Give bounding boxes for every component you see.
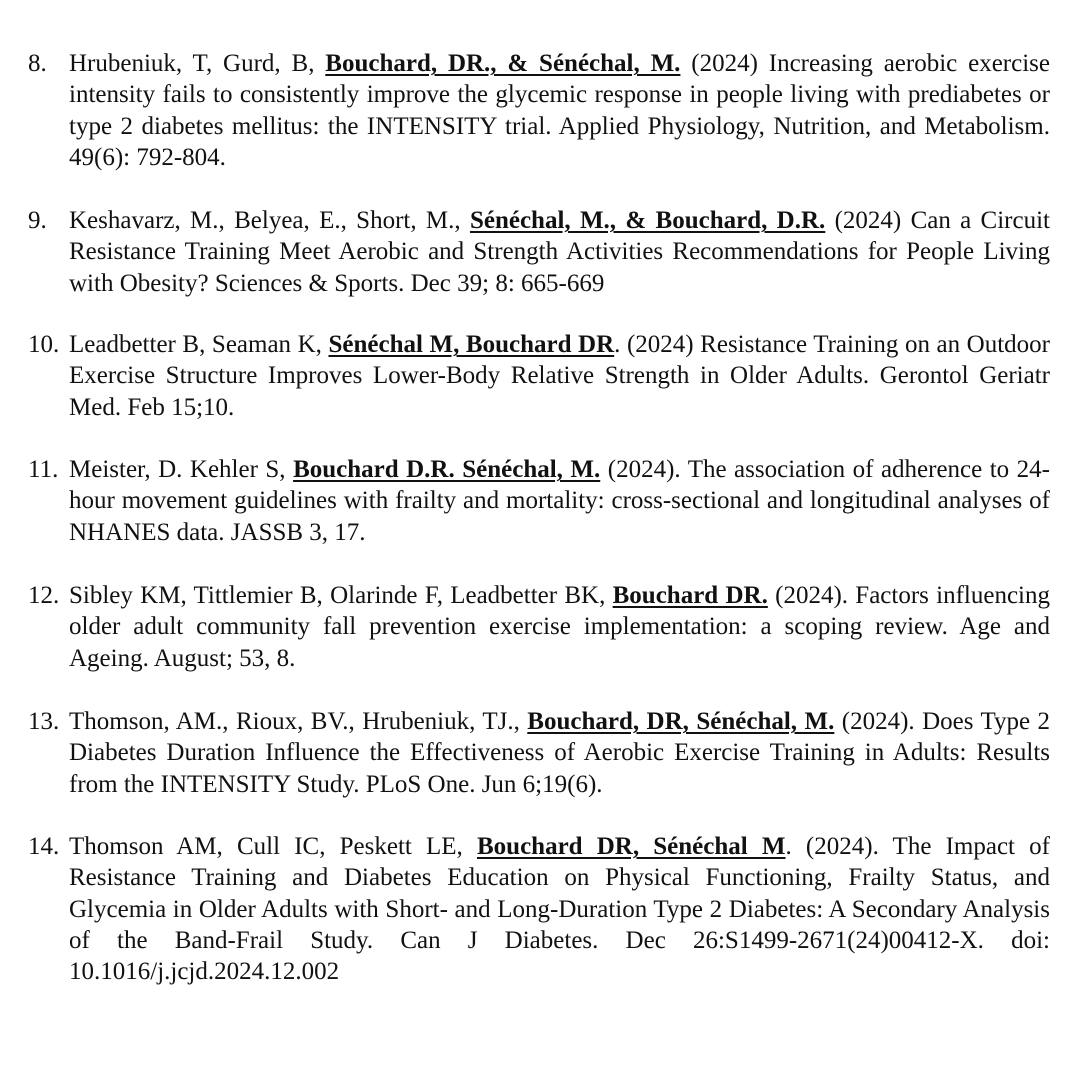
- reference-details: (2024). Does Type 2 Diabetes Duration Influence the Effectiveness of Aerobic Exercise Training in Adults: Results from the INTENSITY Study. PLoS One. Jun 6;19(6).: [69, 708, 1051, 798]
- reference-authors: Thomson AM, Cull IC, Peskett LE,: [69, 833, 477, 860]
- reference-number: 9.: [28, 207, 47, 234]
- reference-number: 10.: [28, 331, 60, 358]
- reference-details: . (2024) Resistance Training on an Outdoor Exercise Structure Improves Lower-Body Relative Strength in Older Adults. Gerontol Geriatr Med. Feb 15;10.: [69, 331, 1051, 421]
- reference-item: [28, 329, 1050, 423]
- reference-item: [28, 48, 1050, 173]
- highlighted-authors: Sénéchal, M., & Bouchard, D.R.: [469, 207, 826, 234]
- reference-list: [28, 0, 1050, 1080]
- reference-text: [69, 329, 1050, 423]
- reference-authors: Sibley KM, Tittlemier B, Olarinde F, Leadbetter BK,: [69, 582, 613, 609]
- highlighted-authors: Bouchard, DR., & Sénéchal, M.: [325, 50, 681, 77]
- reference-authors: Meister, D. Kehler S,: [69, 456, 294, 483]
- reference-authors: Keshavarz, M., Belyea, E., Short, M.,: [69, 207, 470, 234]
- reference-authors: Leadbetter B, Seaman K,: [69, 331, 329, 358]
- reference-item: [28, 831, 1050, 987]
- highlighted-authors: Sénéchal M, Bouchard DR: [328, 331, 615, 358]
- reference-text: [69, 205, 1050, 299]
- reference-text: [69, 454, 1050, 548]
- reference-text: [69, 706, 1050, 800]
- reference-authors: Thomson, AM., Rioux, BV., Hrubeniuk, TJ.,: [69, 708, 528, 735]
- reference-item: [28, 454, 1050, 548]
- reference-number: 12.: [28, 582, 60, 609]
- highlighted-authors: Bouchard D.R. Sénéchal, M.: [293, 456, 601, 483]
- highlighted-authors: Bouchard, DR, Sénéchal, M.: [527, 708, 835, 735]
- reference-item: [28, 706, 1050, 800]
- reference-item: [28, 580, 1050, 674]
- highlighted-authors: Bouchard DR.: [612, 582, 768, 609]
- reference-text: [69, 580, 1050, 674]
- reference-number: 8.: [28, 50, 47, 77]
- reference-details: (2024) Can a Circuit Resistance Training Meet Aerobic and Strength Activities Recommendations for People Living with Obesity? Sciences & Sports. Dec 39; 8: 665-669: [69, 207, 1050, 297]
- reference-number: 11.: [28, 456, 59, 483]
- reference-details: (2024) Increasing aerobic exercise intensity fails to consistently improve the glycemic response in people living with prediabetes or type 2 diabetes mellitus: the INTENSITY trial. Applied Physiology, Nutrition, and Metabolism. 49(6): 792-804.: [69, 50, 1050, 171]
- reference-details: . (2024). The Impact of Resistance Training and Diabetes Education on Physical Functioning, Frailty Status, and Glycemia in Older Adults with Short- and Long-Duration Type 2 Diabetes: A Secondary Analysis of the Band-Frail Study. Can J Diabetes. Dec 26:S1499-2671(24)00412-X. doi: 10.1016/j.jcjd.2024.12.002: [69, 833, 1050, 986]
- reference-number: 14.: [28, 833, 60, 860]
- reference-details: (2024). Factors influencing older adult community fall prevention exercise implementation: a scoping review. Age and Ageing. August; 53, 8.: [69, 582, 1051, 672]
- reference-item: [28, 205, 1050, 299]
- reference-authors: Hrubeniuk, T, Gurd, B,: [69, 50, 326, 77]
- highlighted-authors: Bouchard DR, Sénéchal M: [476, 833, 786, 860]
- reference-details: (2024). The association of adherence to 24-hour movement guidelines with frailty and mortality: cross-sectional and longitudinal analyses of NHANES data. JASSB 3, 17.: [69, 456, 1050, 546]
- reference-number: 13.: [28, 708, 60, 735]
- reference-text: [69, 831, 1050, 987]
- reference-text: [69, 48, 1050, 173]
